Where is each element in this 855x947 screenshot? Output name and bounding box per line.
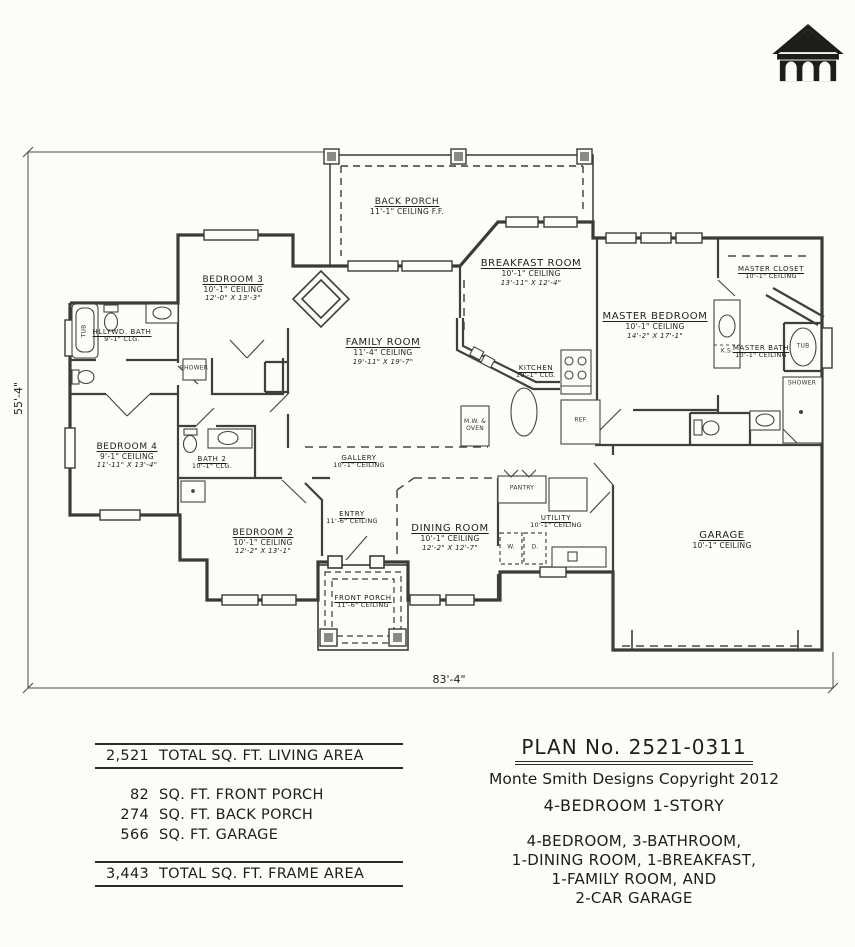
room-label-gallery: GALLERY 10'-1" CEILING — [333, 454, 385, 470]
garage-value: 566 — [120, 827, 149, 843]
back-porch-value: 274 — [120, 807, 149, 823]
plan-description — [445, 832, 823, 908]
dryer-label: D. — [531, 543, 539, 551]
description-line-3: 1-FAMILY ROOM, AND — [551, 870, 717, 888]
portico-logo-icon — [772, 23, 844, 83]
area-statistics — [95, 743, 403, 887]
front-porch-row — [95, 785, 403, 805]
plan-number: PLAN No. 2521-0311 — [515, 735, 752, 762]
room-label-bedroom3: BEDROOM 3 10'-1" CEILING 12'-0" X 13'-3" — [202, 275, 264, 303]
back-porch-label: SQ. FT. BACK PORCH — [159, 807, 314, 823]
room-label-master-bedroom: MASTER BEDROOM 10'-1" CEILING 14'-2" X 17'-1" — [602, 311, 708, 340]
living-area-row — [95, 743, 403, 769]
description-line-4: 2-CAR GARAGE — [575, 889, 693, 907]
description-line-1: 4-BEDROOM, 3-BATHROOM, — [526, 832, 742, 850]
room-label-bedroom4: BEDROOM 4 9'-1" CEILING 11'-11" X 13'-4" — [96, 442, 158, 470]
frame-area-row — [95, 861, 403, 887]
copyright-line: Monte Smith Designs Copyright 2012 — [489, 770, 779, 788]
tub-label-master: TUB — [796, 342, 810, 350]
back-porch-posts — [324, 149, 592, 164]
tub-label-hollywood: TUB — [80, 324, 88, 338]
width-dimension: 83'-4" — [432, 673, 466, 686]
portico-logo — [772, 23, 844, 83]
room-label-master-bath: MASTER BATH 10'-1" CEILING — [732, 344, 790, 360]
room-label-entry: ENTRY 11'-6" CEILING — [326, 510, 378, 526]
microwave-oven-label: M.W. & OVEN — [463, 418, 487, 432]
dimension-lines — [23, 147, 838, 693]
back-porch-row — [95, 805, 403, 825]
kitchen-sink-label: K.S. — [720, 347, 734, 355]
frame-area-value: 3,443 — [105, 866, 149, 882]
frame-area-label: TOTAL SQ. FT. FRAME AREA — [159, 866, 365, 882]
room-label-family-room: FAMILY ROOM 11'-4" CEILING 19'-11" X 19'-7" — [345, 337, 421, 366]
front-porch-value: 82 — [129, 787, 149, 803]
garage-row — [95, 825, 403, 845]
room-label-breakfast: BREAKFAST ROOM 10'-1" CEILING 13'-11" X 12'-4" — [480, 258, 582, 287]
room-label-master-closet: MASTER CLOSET 10'-1" CEILING — [737, 265, 805, 281]
room-label-dining: DINING ROOM 10'-1" CEILING 12'-2" X 12'-7" — [411, 523, 489, 552]
room-label-back-porch: BACK PORCH 11'-1" CEILING F.F. — [370, 197, 444, 216]
sub-areas — [95, 785, 403, 845]
title-block — [445, 735, 823, 908]
shower-label-hollywood: SHOWER — [179, 364, 209, 372]
shower-label-master: SHOWER — [787, 379, 817, 387]
plan-number-underline — [515, 735, 752, 765]
refrigerator-label: REF. — [574, 416, 588, 424]
height-dimension: 55'-4" — [12, 381, 26, 416]
room-label-front-porch: FRONT PORCH 11'-6" CEILING — [334, 594, 392, 610]
garage-door-tracks — [632, 630, 798, 650]
room-label-bath2: BATH 2 10'-1" CLG. — [191, 455, 233, 471]
room-label-hollywood-bath: HLLYWD. BATH 9'-1" CLG. — [92, 328, 152, 344]
fireplace — [293, 271, 349, 327]
garage-label: SQ. FT. GARAGE — [159, 827, 279, 843]
room-label-garage: GARAGE 10'-1" CEILING — [692, 530, 752, 550]
living-area-value: 2,521 — [105, 748, 149, 764]
living-area-label: TOTAL SQ. FT. LIVING AREA — [159, 748, 364, 764]
exterior-walls — [70, 222, 822, 650]
pantry-label: PANTRY — [509, 484, 535, 492]
description-line-2: 1-DINING ROOM, 1-BREAKFAST, — [511, 851, 757, 869]
room-label-bedroom2: BEDROOM 2 10'-1" CEILING 12'-2" X 13'-1" — [232, 528, 294, 556]
room-label-utility: UTILITY 10'-1" CEILING — [530, 514, 582, 530]
plan-subtitle: 4-BEDROOM 1-STORY — [543, 796, 725, 815]
room-label-kitchen: KITCHEN 10'-1" CLG. — [515, 364, 557, 380]
front-porch-label: SQ. FT. FRONT PORCH — [159, 787, 324, 803]
washer-label: W. — [507, 543, 515, 551]
